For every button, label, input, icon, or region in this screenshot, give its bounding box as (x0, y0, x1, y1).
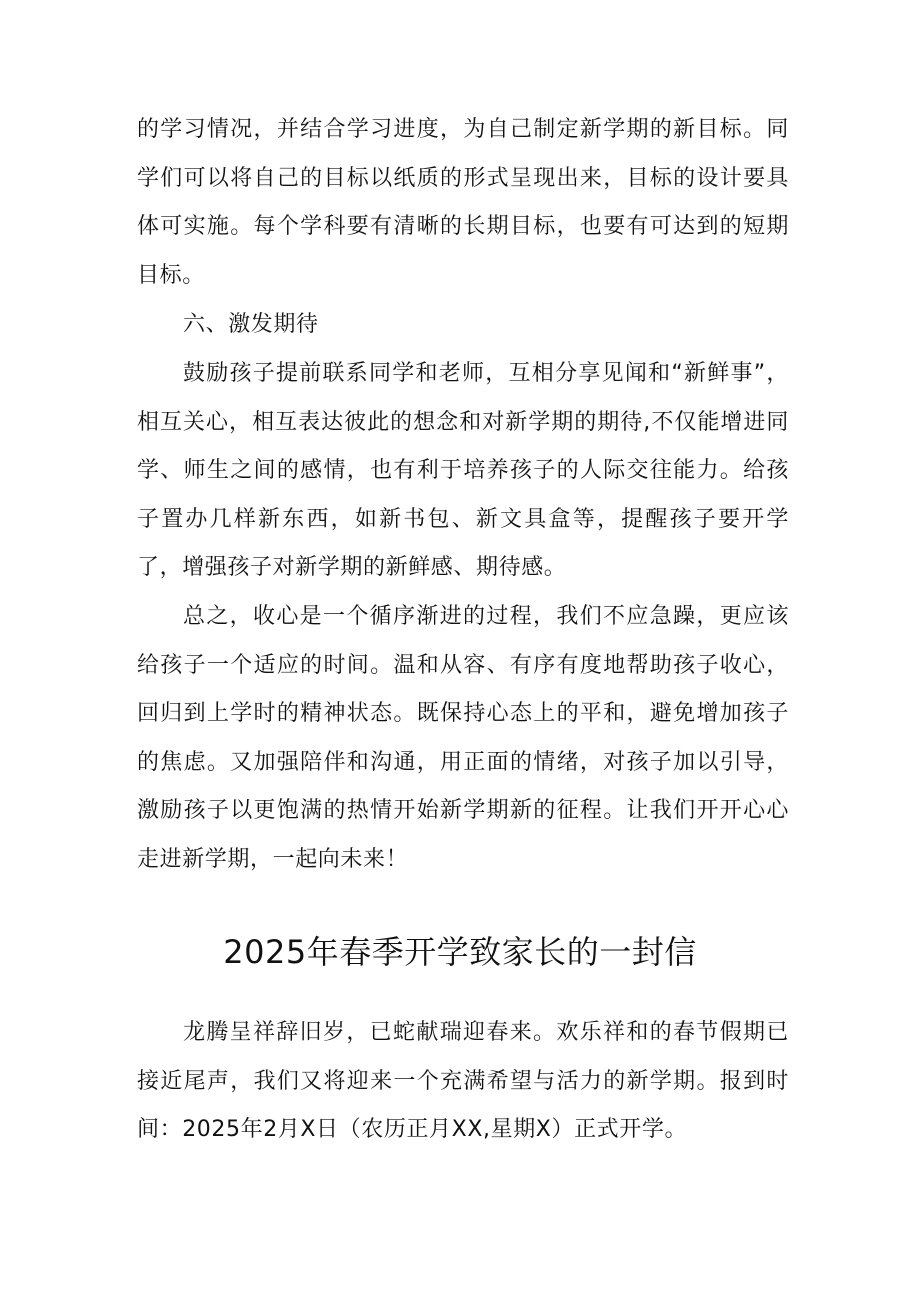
letter-title: 2025年春季开学致家长的一封信 (223, 933, 697, 971)
paragraph-goals: 的学习情况，并结合学习进度，为自己制定新学期的新目标。同学们可以将自己的目标以纸质的形式呈现出来，目标的设计要具体可实施。每个学科要有清晰的长期目标，也要有可达到的短期目标。 (137, 117, 789, 288)
paragraph-letter-intro: 龙腾呈祥辞旧岁，已蛇献瑞迎春来。欢乐祥和的春节假期已接近尾声，我们又将迎来一个充满希望与活力的新学期。报到时间：2025年2月X日（农历正月XX,星期X）正式开学。 (137, 1020, 789, 1143)
paragraph-summary: 总之，收心是一个循序渐进的过程，我们不应急躁，更应该给孩子一个适应的时间。温和从容、有序有度地帮助孩子收心，回归到上学时的精神状态。既保持心态上的平和，避免增加孩子的焦虑。又加强陪伴和沟通，用正面的情绪，对孩子加以引导，激励孩子以更饱满的热情开始新学期新的征程。让我们开开心心走进新学期，一起向未来！ (137, 604, 789, 872)
section-heading-expectation: 六、激发期待 (183, 312, 319, 337)
paragraph-encourage: 鼓励孩子提前联系同学和老师，互相分享见闻和“新鲜事”，相互关心，相互表达彼此的想念和对新学期的期待,不仅能增进同学、师生之间的感情，也有利于培养孩子的人际交往能力。给孩子置办几样新东西，如新书包、新文具盒等，提醒孩子要开学了，增强孩子对新学期的新鲜感、期待感。 (137, 361, 789, 581)
